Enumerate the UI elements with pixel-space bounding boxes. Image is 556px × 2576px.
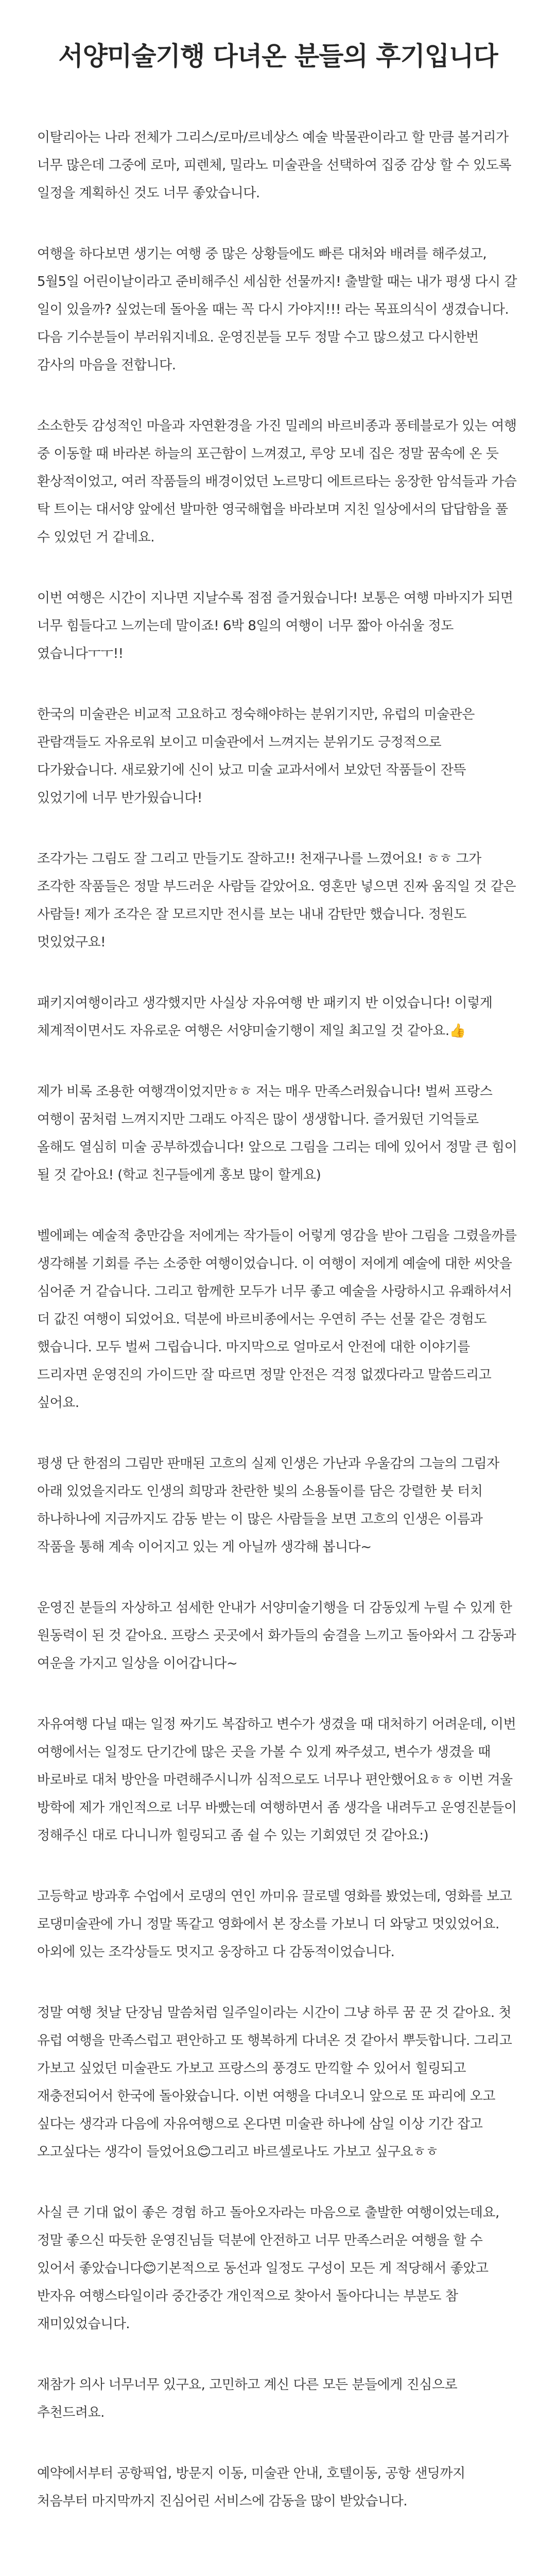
review-text: 벨에페는 예술적 충만감을 저에게는 작가들이 어렇게 영감을 받아 그림을 그렸을까를 생각해볼 기회를 주는 소중한 여행이었습니다. 이 여행이 저에게 예술에 대한 씨앗을 심어준 거 같습니다. 그리고 함께한 모두가 너무 좋고 예술을 사랑하시고 유쾌하셔서 더 값진 여행이 되었어요. 덕분에 바르비종에서는 우연히 주는 선물 같은 경험도 했습니다. 모두 벌써 그립습니다. 마지막으로 얼마로서 안전에 대한 이야기를 드리자면 운영진의 가이드만 잘 따르면 정말 안전은 걱정 없겠다라고 말씀드리고 싶어요.	[37, 1228, 517, 1411]
reviews-list	[37, 124, 519, 2515]
review-divider	[37, 207, 519, 240]
review-divider	[37, 2338, 519, 2371]
review-divider	[37, 1417, 519, 1450]
review-text: 여행을 하다보면 생기는 여행 중 많은 상황들에도 빠른 대처와 배려를 해주셨고, 5월5일 어린이날이라고 준비해주신 세심한 선물까지! 출발할 때는 내가 평생 다시 갈 일이 있을까? 싶었는데 돌아올 때는 꼭 다시 가야지!!! 라는 목표의식이 생겼습니다. 다음 기수분들이 부러워지네요. 운영진분들 모두 정말 수고 많으셨고 다시한번 감사의 마음을 전합니다.	[37, 246, 517, 373]
review-divider	[37, 1189, 519, 1222]
review-text: 재참가 의사 너무너무 있구요, 고민하고 계신 다른 모든 분들에게 진심으로 추천드려요.	[37, 2377, 458, 2420]
review-text: 소소한듯 감성적인 마을과 자연환경을 가진 밀레의 바르비종과 퐁테블로가 있는 여행 중 이동할 때 바라본 하늘의 포근함이 느껴졌고, 루앙 모네 집은 정말 꿈속에 온 듯 환상적이었고, 여러 작품들의 배경이었던 노르망디 에트르타는 웅장한 암석들과 가슴 탁 트이는 대서양 앞에선 발마한 영국해협을 바라보며 지친 일상에서의 답답함을 풀 수 있었던 거 같네요.	[37, 418, 517, 545]
review-text: 예약에서부터 공항픽업, 방문지 이동, 미술관 안내, 호텔이동, 공항 샌딩까지 처음부터 마지막까지 진심어린 서비스에 감동을 많이 받았습니다.	[37, 2466, 465, 2509]
review-text: 사실 큰 기대 없이 좋은 경험 하고 돌아오자라는 마음으로 출발한 여행이었는데요, 정말 좋으신 따듯한 운영진님들 덕분에 안전하고 너무 만족스러운 여행을 할 수 있어서 좋았습니다😊기본적으로 동선과 일정도 구성이 모든 게 적당해서 좋았고 반자유 여행스타일이라 중간중간 개인적으로 찾아서 돌아다니는 부분도 참 재미있었습니다.	[37, 2205, 499, 2332]
review-text: 이탈리아는 나라 전체가 그리스/로마/르네상스 예술 박물관이라고 할 만큼 볼거리가 너무 많은데 그중에 로마, 피렌체, 밀라노 미술관을 선택하여 집중 감상 할 수 있도록 일정을 계획하신 것도 너무 좋았습니다.	[37, 130, 512, 201]
review-text: 이번 여행은 시간이 지나면 지날수록 점점 즐거웠습니다! 보통은 여행 마바지가 되면 너무 힘들다고 느끼는데 말이죠! 6박 8일의 여행이 너무 짧아 아쉬울 정도 였습니다ㅜㅜ!!	[37, 590, 513, 662]
page-title: 서양미술기행 다녀온 분들의 후기입니다	[58, 41, 498, 71]
review-divider	[37, 1966, 519, 1999]
review-text: 운영진 분들의 자상하고 섬세한 안내가 서양미술기행을 더 감동있게 누릴 수 있게 한 원동력이 된 것 같아요. 프랑스 곳곳에서 화가들의 숨결을 느끼고 돌아와서 그 감동과 여운을 가지고 일상을 이어갑니다~	[37, 1600, 516, 1671]
review-divider	[37, 1677, 519, 1710]
review-divider	[37, 668, 519, 701]
review-text: 정말 여행 첫날 단장님 말씀처럼 일주일이라는 시간이 그냥 하루 꿈 꾼 것 같아요. 첫 유럽 여행을 만족스럽고 편안하고 또 행복하게 다녀온 것 같아서 뿌듯합니다. 그리고 가보고 싶었던 미술관도 가보고 프랑스의 풍경도 만끽할 수 있어서 힐링되고 재충전되어서 한국에 돌아왔습니다. 이번 여행을 다녀오니 앞으로 또 파리에 오고 싶다는 생각과 다음에 자유여행으로 온다면 미술관 하나에 삼일 이상 기간 잡고 오고싶다는 생각이 들었어요😊그리고 바르셀로나도 가보고 싶구요ㅎㅎ	[37, 2005, 512, 2160]
review-text: 제가 비록 조용한 여행객이었지만ㅎㅎ 저는 매우 만족스러웠습니다! 벌써 프랑스 여행이 꿈처럼 느껴지지만 그래도 아직은 많이 생생합니다. 즐거웠던 기억들로 올해도 열심히 미술 공부하겠습니다! 앞으로 그림을 그리는 데에 있어서 정말 큰 힘이 될 것 같아요! (학교 친구들에게 홍보 많이 할게요)	[37, 1084, 517, 1183]
review-text: 조각가는 그림도 잘 그리고 만들기도 잘하고!! 천재구나를 느꼈어요! ㅎㅎ 그가 조각한 작품들은 정말 부드러운 사람들 같았어요. 영혼만 넣으면 진짜 움직일 것 같은 사람들! 제가 조각은 잘 모르지만 전시를 보는 내내 감탄만 했습니다. 정원도 멋있었구요!	[37, 851, 516, 950]
review-divider	[37, 2427, 519, 2460]
review-divider	[37, 379, 519, 412]
review-divider	[37, 1850, 519, 1883]
review-text: 한국의 미술관은 비교적 고요하고 정숙해야하는 분위기지만, 유럽의 미술관은 관람객들도 자유로워 보이고 미술관에서 느껴지는 분위기도 긍정적으로 다가왔습니다. 새로왔기에 신이 났고 미술 교과서에서 보았던 작품들이 잔뜩 있었기에 너무 반가웠습니다!	[37, 707, 475, 806]
review-divider	[37, 1561, 519, 1594]
review-divider	[37, 551, 519, 584]
review-text: 평생 단 한점의 그림만 판매된 고흐의 실제 인생은 가난과 우울감의 그늘의 그림자 아래 있었을지라도 인생의 희망과 찬란한 빛의 소용돌이를 담은 강렬한 붓 터치 하나하나에 지금까지도 감동 받는 이 많은 사람들을 보면 고흐의 인생은 이름과 작품을 통해 계속 이어지고 있는 게 아닐까 생각해 봅니다~	[37, 1456, 499, 1555]
review-divider	[37, 812, 519, 845]
review-text: 고등학교 방과후 수업에서 로댕의 연인 까미유 끌로델 영화를 봤었는데, 영화를 보고 로댕미술관에 가니 정말 똑같고 영화에서 본 장소를 가보니 더 와닿고 멋있었어요. 아외에 있는 조각상들도 멋지고 웅장하고 다 감동적이었습니다.	[37, 1889, 512, 1960]
review-text: 자유여행 다닐 때는 일정 짜기도 복잡하고 변수가 생겼을 때 대처하기 어려운데, 이번 여행에서는 일정도 단기간에 많은 곳을 가볼 수 있게 짜주셨고, 변수가 생겼을 때 바로바로 대처 방안을 마련해주시니까 심적으로도 너무나 편안했어요ㅎㅎ 이번 겨울 방학에 제가 개인적으로 너무 바빴는데 여행하면서 좀 생각을 내려두고 운영진분들이 정해주신 대로 다니니까 힐링되고 좀 쉴 수 있는 기회였던 것 같아요:)	[37, 1717, 517, 1843]
review-divider	[37, 956, 519, 989]
review-text: 패키지여행이라고 생각했지만 사실상 자유여행 반 패키지 반 이었습니다! 이렇게 체계적이면서도 자유로운 여행은 서양미술기행이 제일 최고일 것 같아요.👍	[37, 995, 493, 1039]
review-divider	[37, 1045, 519, 1078]
review-divider	[37, 2166, 519, 2199]
